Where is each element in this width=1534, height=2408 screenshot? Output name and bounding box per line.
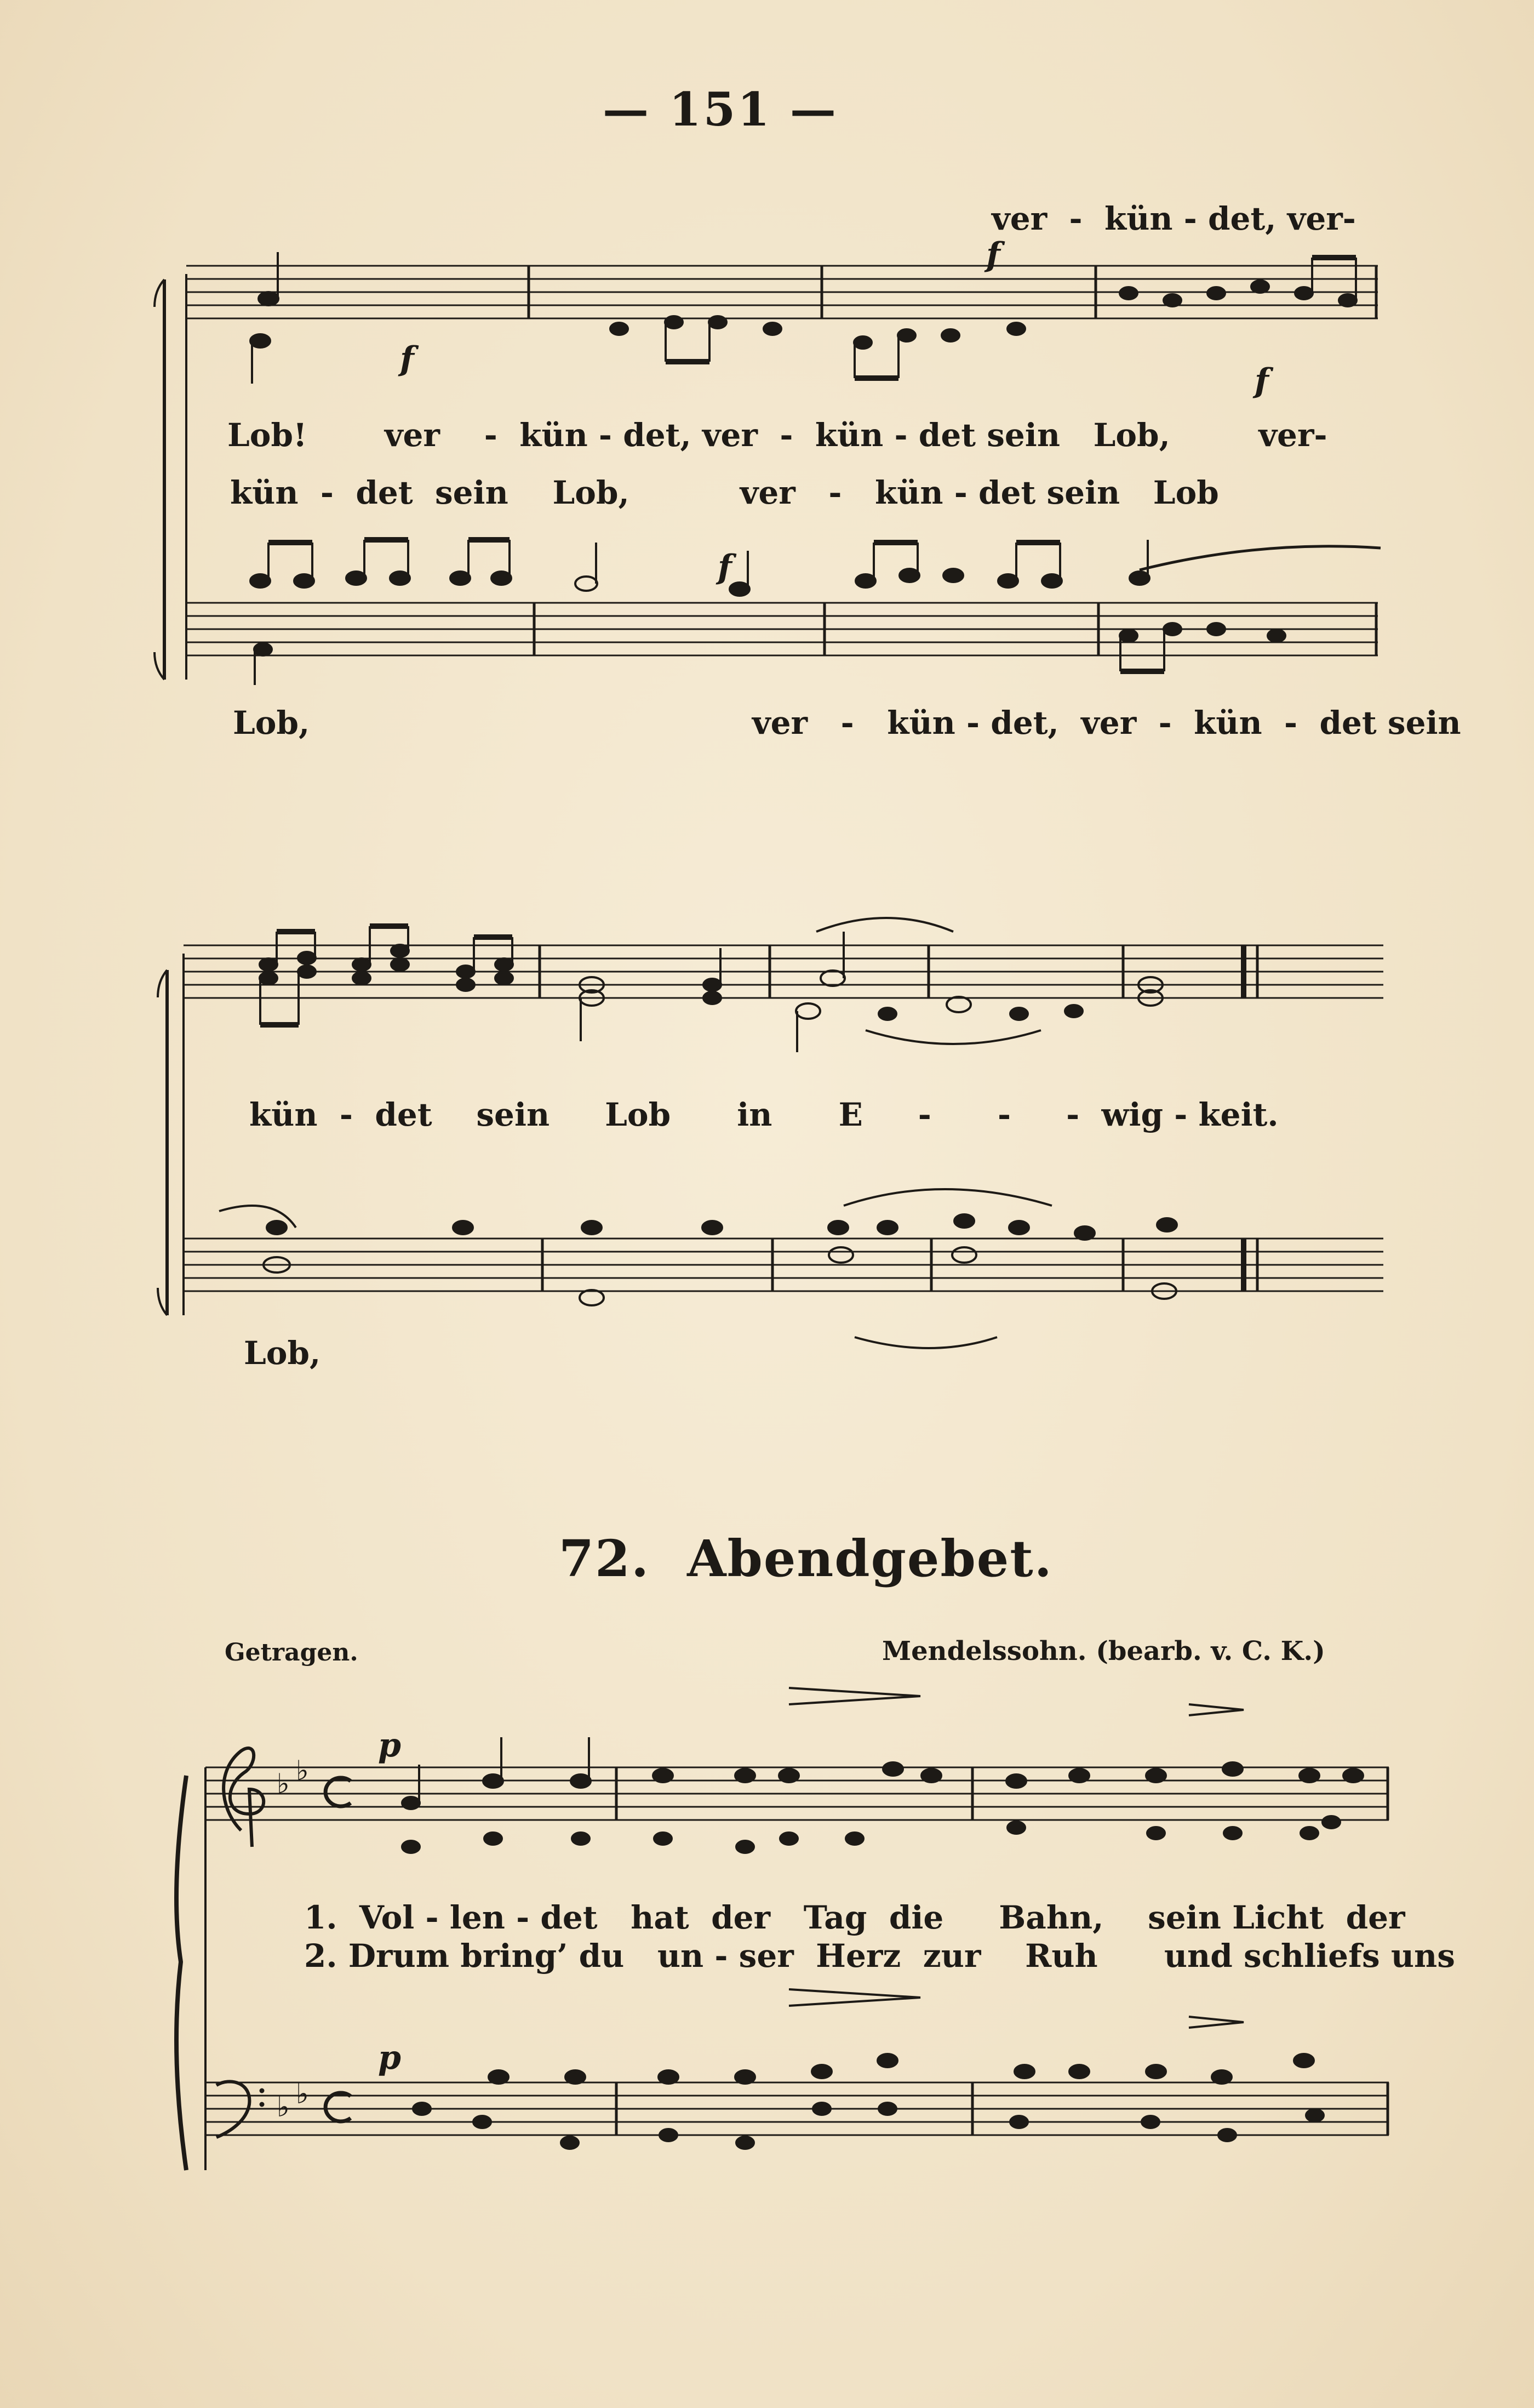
- dynamic-forte: f: [1255, 362, 1269, 400]
- page-number: — 151 —: [603, 82, 838, 136]
- lyric-line: ver - kün - det, ver-: [992, 200, 1356, 237]
- dynamic-piano: p: [378, 2039, 401, 2077]
- composer-credit: Mendelssohn. (bearb. v. C. K.): [882, 1636, 1325, 1667]
- tempo-marking: Getragen.: [225, 1639, 358, 1667]
- dynamic-forte: f: [986, 236, 1000, 274]
- lyric-line: Lob, ver - kün - det, ver - kün - det sein: [233, 704, 1461, 741]
- song-title: [559, 1529, 1053, 1588]
- dynamic-forte: f: [400, 340, 414, 378]
- dynamic-forte: f: [718, 548, 732, 586]
- lyric-line: kün - det sein Lob in E - - - wig - keit.: [249, 1096, 1279, 1133]
- svg-text:♭: ♭: [296, 2078, 309, 2110]
- dynamic-piano: p: [378, 1726, 401, 1765]
- svg-text:♭: ♭: [277, 1768, 290, 1800]
- verse-1-lyrics: 1. Vol - len - det hat der Tag die Bahn, sein Licht der: [304, 1899, 1405, 1936]
- verse-2-lyrics: 2. Drum bring’ du un - ser Herz zur Ruh und schliefs uns: [304, 1937, 1455, 1975]
- lyric-line: Lob,: [244, 1334, 321, 1372]
- svg-text:♭: ♭: [296, 1755, 309, 1787]
- lyric-line: kün - det sein Lob, ver - kün - det sein Lob: [230, 474, 1219, 511]
- song-name: Abendgebet.: [687, 1529, 1053, 1588]
- lyric-line: Lob! ver - kün - det, ver - kün - det sein Lob, ver-: [227, 416, 1327, 454]
- song-number: 72.: [559, 1529, 650, 1588]
- svg-text:♭: ♭: [277, 2091, 290, 2123]
